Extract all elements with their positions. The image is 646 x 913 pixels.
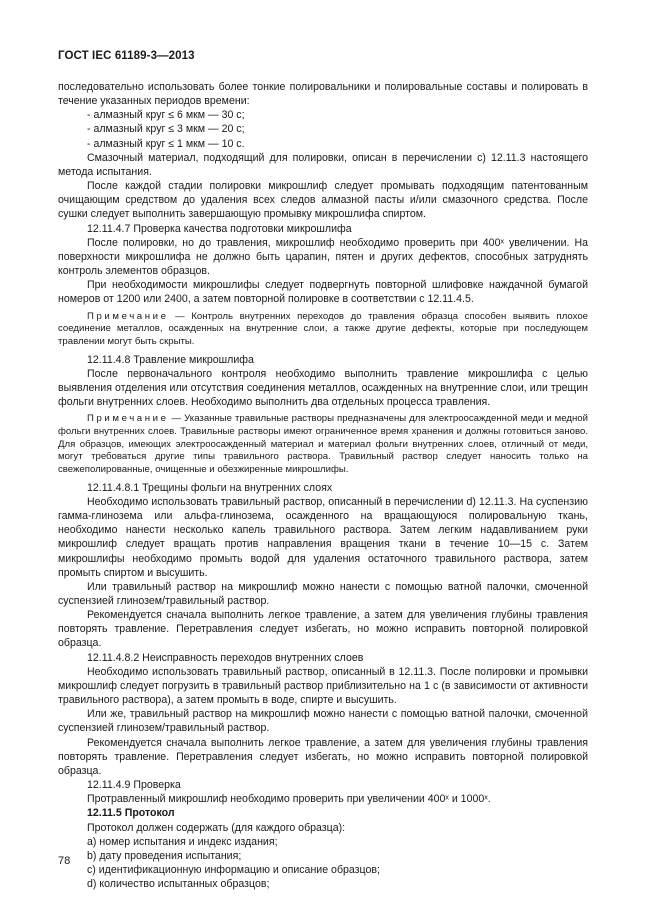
paragraph: Смазочный материал, подходящий для полировки, описан в перечислении с) 12.11.3 настоящего метода испытания. (58, 151, 588, 178)
note (58, 413, 588, 477)
note-text: — Указанные травильные растворы предназначены для электроосажденной меди и медной фольги внутренних слоев. Травильные растворы имеют ограниченное время хранения и должны готовиться заново. Для образцов, имеющих электроосажденный материал и материал фольги внутренних слоев, отличный от меди, могут требоваться другие типы травильного раствора. Травильный раствор следует наносить только на свежеполированные, очищенные и обезжиренные микрошлифы. (58, 413, 588, 476)
list-item: - алмазный круг ≤ 1 мкм — 10 с. (87, 137, 245, 150)
paragraph: последовательно использовать более тонкие полировальники и полировальные составы и полировать в течение указанных периодов времени: (58, 81, 588, 108)
paragraph: Рекомендуется сначала выполнить легкое травление, а затем для увеличения глубины травления повторять травление. Перетравления следует избегать, но можно исправить повторной полировкой образца. (58, 609, 588, 650)
document-body (58, 80, 588, 891)
paragraph: После каждой стадии полировки микрошлиф следует промывать подходящим патентованным очищающим средством до удаления всех следов алмазной пасты и/или смазочного средства. После сушки следует выполнить завершающую промывку микрошлифа спиртом. (58, 180, 588, 221)
section-heading-bold: 12.11.5 Протокол (87, 807, 175, 820)
list-item: d) количество испытанных образцов; (87, 878, 270, 891)
note-label: Примечание (87, 310, 169, 322)
paragraph: После полировки, но до травления, микрошлиф необходимо проверить при 400ˣ увеличении. На поверхности микрошлифа не должно быть царапин, пятен и других дефектов, способных затруднять контроль элементов образцов. (58, 236, 588, 278)
paragraph: Протокол должен содержать (для каждого образца): (87, 821, 346, 834)
paragraph: Необходимо использовать травильный раствор, описанный в перечислении d) 12.11.3. На суспензию гамма-глинозема или альфа-глинозема, осажденного на вращающуюся полировальную ткань, необходимо нанести несколько капель травильного раствора. Затем легким надавливанием руки микрошлиф следует вращать против направления вращения ткани в течение 10—15 с. Затем микрошлифы необходимо промыть водой для удаления остаточного травильного раствора, затем промыть спиртом и высушить. (58, 495, 588, 579)
note-text: — Контроль внутренних переходов до травления образца способен выявить плохое соединение металлов, осажденных на внутренние слои, а также другие дефекты, которые при последующем травлении могут быть скрыты. (58, 310, 588, 347)
section-heading: 12.11.4.9 Проверка (87, 779, 181, 792)
section-heading: 12.11.4.8.2 Неисправность переходов внутренних слоев (87, 651, 364, 664)
standard-header: ГОСТ IEC 61189-3—2013 (58, 50, 195, 62)
section-heading: 12.11.4.8 Травление микрошлифа (87, 353, 254, 366)
list-item: - алмазный круг ≤ 3 мкм — 20 с; (87, 123, 245, 136)
section-heading: 12.11.4.8.1 Трещины фольги на внутренних слоях (87, 481, 333, 494)
paragraph: При необходимости микрошлифы следует подвергнуть повторной шлифовке наждачной бумагой номеров от 1200 или 2400, а затем повторной полировке в соответствии с 12.11.4.5. (58, 279, 588, 306)
page-number: 78 (58, 855, 71, 867)
list-item: c) идентификационную информацию и описание образцов; (87, 863, 380, 876)
paragraph: Или травильный раствор на микрошлиф можно нанести с помощью ватной палочки, смоченной суспензией глинозем/травильный раствор. (58, 580, 588, 607)
note (58, 311, 588, 349)
paragraph: Необходимо использовать травильный раствор, описанный в 12.11.3. После полировки и промывки микрошлиф следует погрузить в травильный раствор приблизительно на 1 с (в зависимости от активности травильного раствора), а затем промыть в воде, спирте и высушить. (58, 665, 588, 707)
note-label: Примечание (87, 413, 169, 425)
list-item: b) дату проведения испытания; (87, 849, 242, 862)
paragraph: После первоначального контроля необходимо выполнить травление микрошлифа с целью выявления отделения или отсутствия соединения металлов, осажденных на внутренние слои, или трещин фольги внутренних слоев. Необходимо выполнить два отдельных процесса травления. (58, 367, 588, 409)
paragraph: Или же, травильный раствор на микрошлиф можно нанести с помощью ватной палочки, смоченной суспензией глинозем/травильный раствор. (58, 708, 588, 735)
paragraph: Протравленный микрошлиф необходимо проверить при увеличении 400ˣ и 1000ˣ. (87, 793, 491, 806)
paragraph: Рекомендуется сначала выполнить легкое травление, а затем для увеличения глубины травления повторять травление. Перетравления следует избегать, но можно исправить повторной полировкой образца. (58, 736, 588, 777)
list-item: - алмазный круг ≤ 6 мкм — 30 с; (87, 109, 245, 122)
section-heading: 12.11.4.7 Проверка качества подготовки микрошлифа (87, 222, 352, 235)
list-item: a) номер испытания и индекс издания; (87, 835, 278, 848)
